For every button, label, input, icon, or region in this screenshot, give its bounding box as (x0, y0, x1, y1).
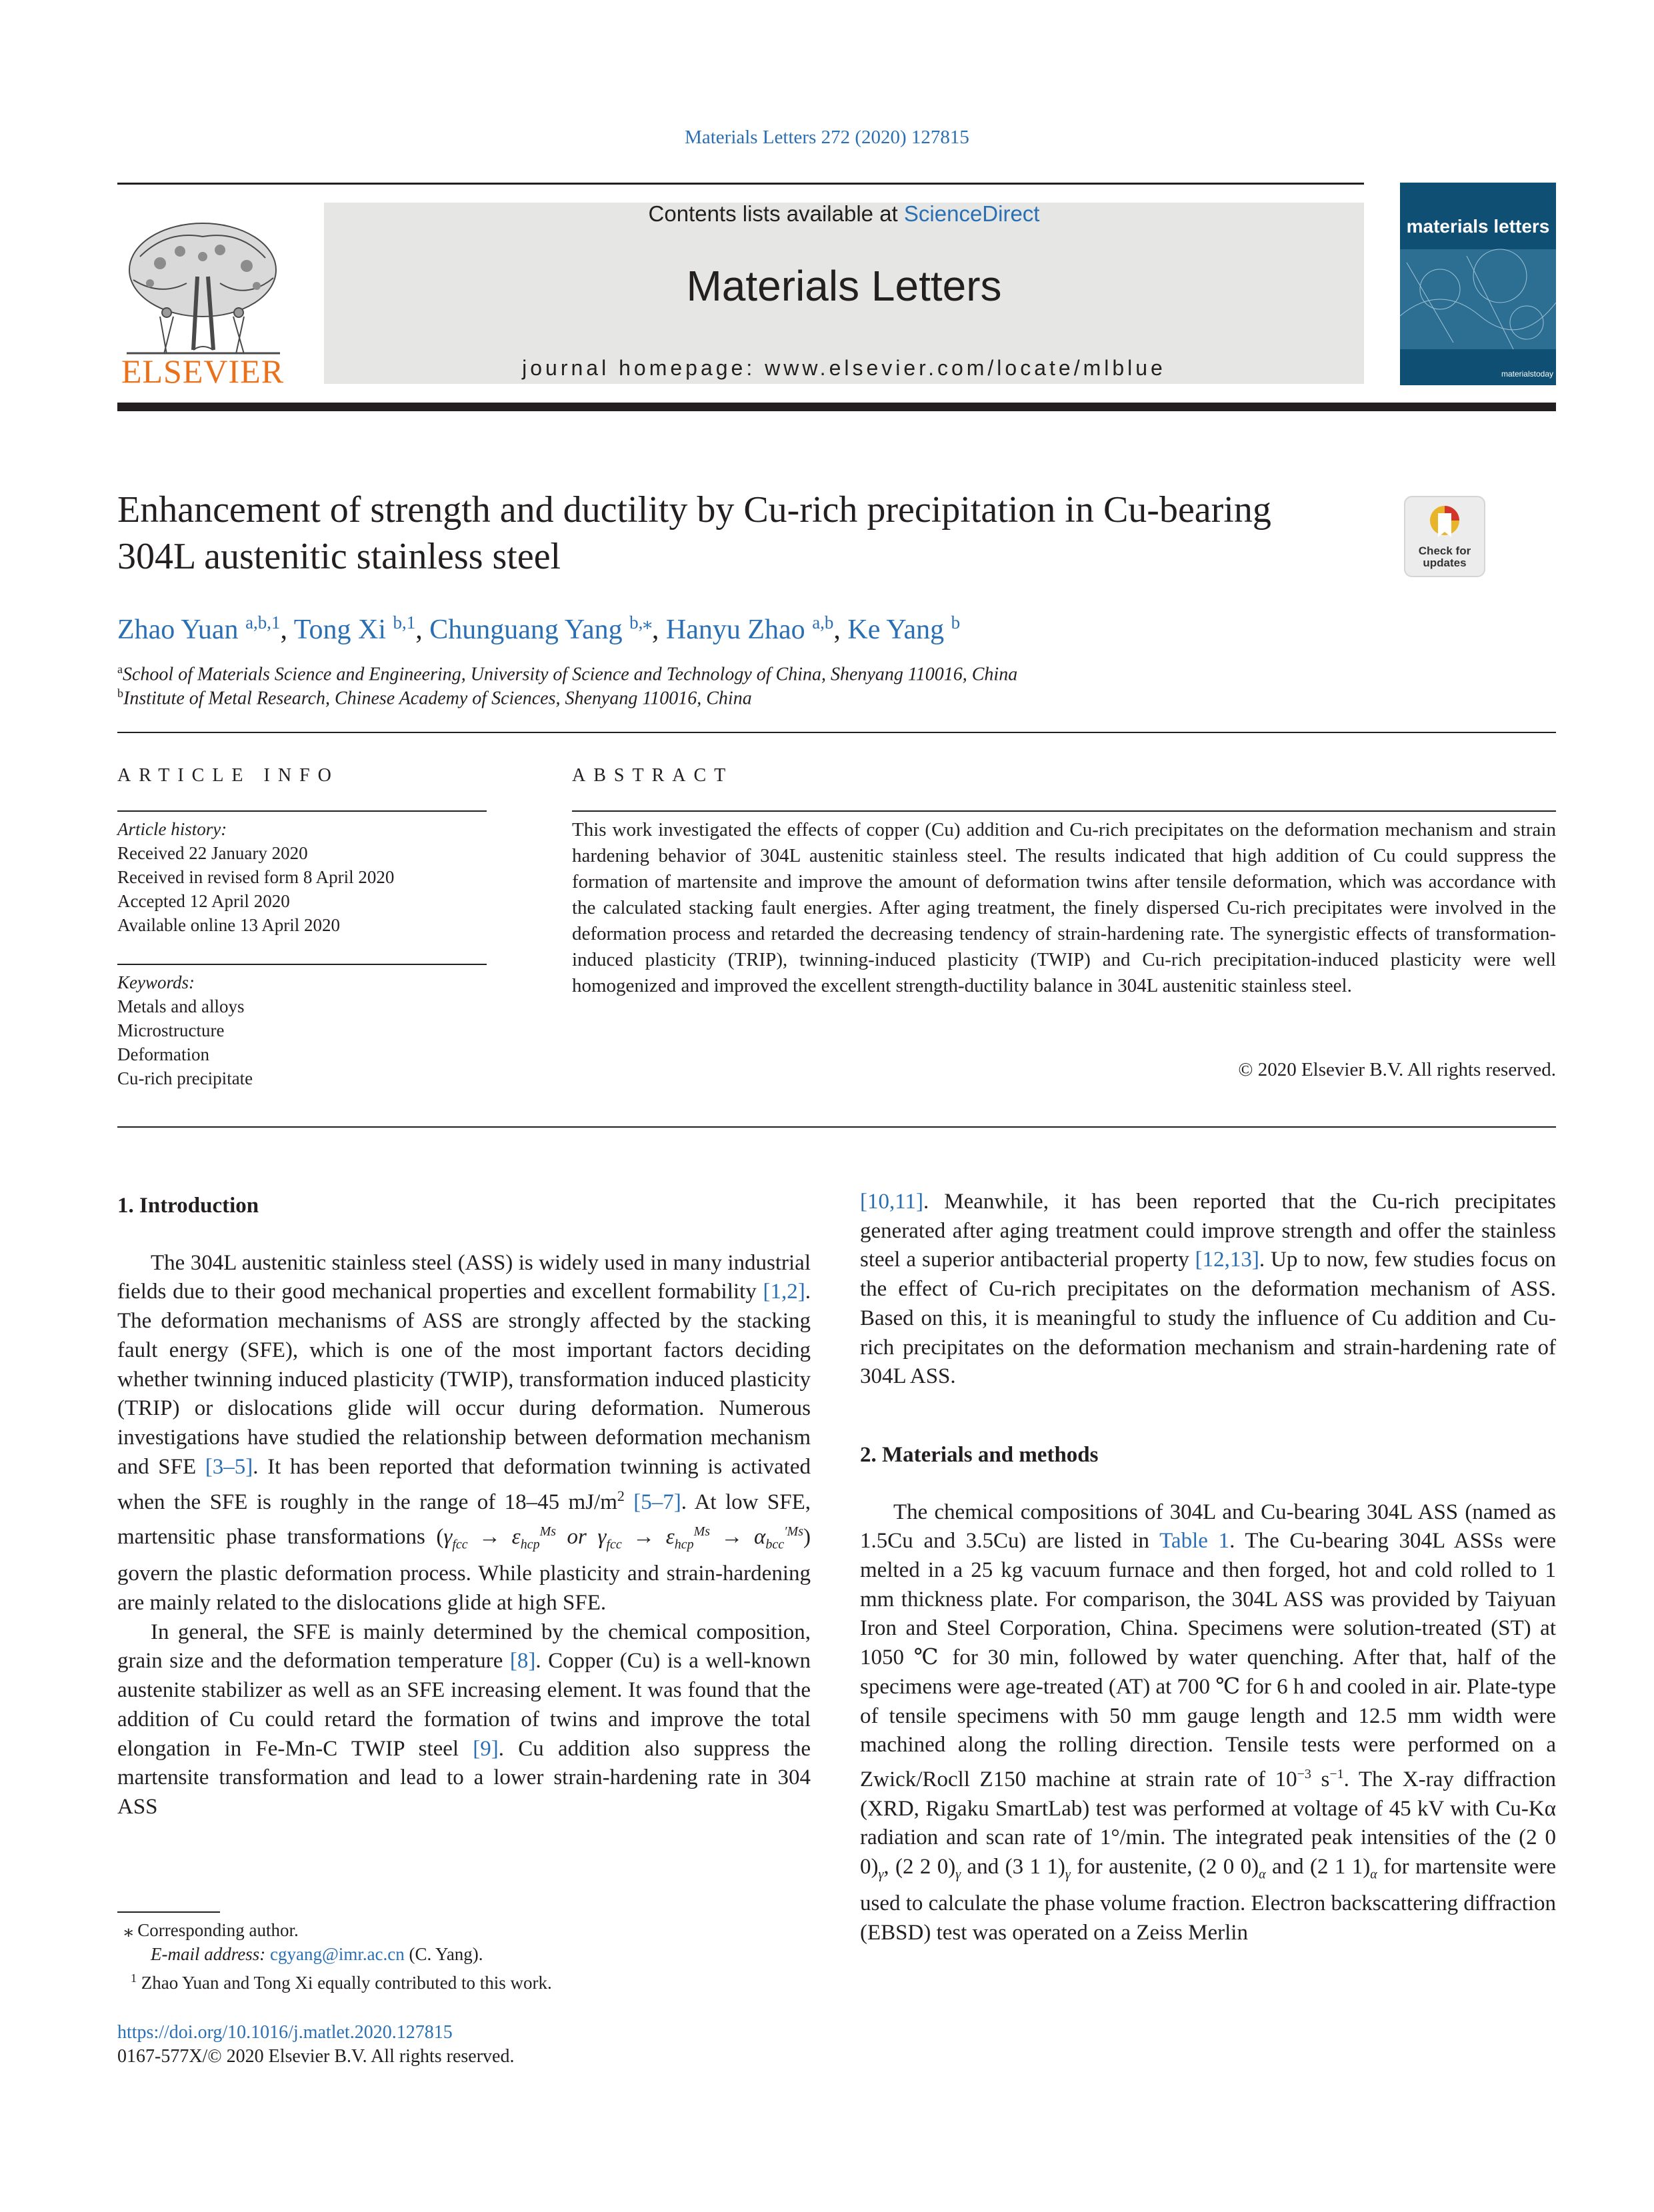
cover-artwork (1400, 183, 1556, 385)
section-spacer (860, 1470, 1556, 1498)
section-spacer (117, 1221, 811, 1249)
author-affiliation-marks[interactable]: a,b (812, 612, 834, 632)
author-affiliation-marks[interactable]: b,⁎ (629, 612, 652, 632)
intro-paragraph-2-continued (860, 1188, 1556, 1392)
affiliation-text: Institute of Metal Research, Chinese Academy of Sciences, Shenyang 110016, China (123, 688, 752, 709)
history-accepted: Accepted 12 April 2020 (117, 891, 290, 911)
affiliation-key: b (117, 686, 123, 700)
paragraph-text: In general, the SFE is mainly determined by the chemical composition, grain size and the deformation temperature (117, 1620, 811, 1673)
paragraph-text: . It has been reported that deformation twinning is activated when the SFE is roughly in the range of 18–45 mJ/m (117, 1454, 811, 1515)
sciencedirect-link[interactable]: ScienceDirect (903, 201, 1040, 226)
phase-subscript: γ (878, 1867, 884, 1882)
paragraph-text: . The deformation mechanisms of ASS are strongly affected by the stacking fault energy (SFE), which is one of the most important factors deciding whether twinning induced plasticity (TWIP), transformation induced plasticity (TRIP) or dislocations glide will occur during deformation. Numerous investigations have studied the relationship between deformation mechanism and SFE (117, 1280, 811, 1479)
corresponding-author-note: ⁎ Corresponding author. (124, 1920, 299, 1940)
paragraph-text: . The Cu-bearing 304L ASSs were melted in a 25 kg vacuum furnace and then forged, hot and cold rolled to 1 mm thickness plate. For comparison, the 304L ASS was provided by Taiyuan Iron and Steel Corporation, China. Specimens were solution-treated (ST) at 1050 ℃ for 30 min, followed by water quenching. After that, half of the specimens were age-treated (AT) at 700 ℃ for 6 h and cooled in air. Plate-type of tensile specimens with 50 mm gauge length and 12.5 mm width were machined along the rolling direction. Tensile tests were performed on a Zwick/Rocll Z150 machine at strain rate of 10 (860, 1529, 1556, 1791)
journal-homepage-link[interactable]: journal homepage: www.elsevier.com/locate/mlblue (522, 356, 1166, 380)
author-name[interactable]: Hanyu Zhao (665, 614, 805, 645)
journal-name: Materials Letters (686, 262, 1002, 310)
paragraph-text: The chemical compositions of 304L and Cu-bearing 304L ASS (named as 1.5Cu and 3.5Cu) are listed in (860, 1500, 1556, 1554)
elsevier-wordmark: ELSEVIER (121, 353, 285, 390)
keyword-item: Deformation (117, 1044, 209, 1064)
body-left-column (117, 1192, 811, 1822)
journal-reference-link[interactable]: Materials Letters 272 (2020) 127815 (685, 127, 969, 148)
contents-prefix: Contents lists available at (648, 201, 904, 226)
paragraph-text: and (3 1 1) (961, 1855, 1065, 1879)
footnote-text: Zhao Yuan and Tong Xi equally contributed to this work. (141, 1973, 552, 1993)
table-link[interactable]: Table 1 (1159, 1529, 1230, 1554)
citation-link[interactable]: [3–5] (205, 1454, 253, 1479)
paragraph-text: . Up to now, few studies focus on the effect of Cu-rich precipitates on the deformation mechanism of ASS. Based on this, it is meaningful to study the influence of Cu addition and Cu-rich precipitates on the deformation mechanism and strain-hardening rate of 304L ASS. (860, 1248, 1556, 1389)
citation-link[interactable]: [8] (509, 1649, 536, 1673)
affiliation-b (117, 681, 1517, 710)
issn-copyright: 0167-577X/© 2020 Elsevier B.V. All rights reserved. (117, 2046, 515, 2067)
section-spacer (860, 1392, 1556, 1441)
keyword-item: Cu-rich precipitate (117, 1068, 253, 1088)
exponent: −3 (1297, 1766, 1311, 1781)
intro-paragraph-1 (117, 1249, 811, 1618)
email-note (117, 1942, 844, 1966)
body-rule (117, 1126, 1556, 1128)
article-info-rule (117, 810, 487, 812)
contents-available-line (324, 201, 1364, 227)
cover-title: materials letters (1406, 216, 1550, 237)
phase-transformation-formula: $\gamma_{fcc} \to \varepsilon_{hcp}^{Ms}$ or $\gamma_{fcc} \to \varepsilon_{hcp}^{Ms} \to \alpha_{bcc}^{'Ms}$ (443, 1524, 803, 1552)
phase-subscript: α (1259, 1867, 1266, 1882)
citation-link[interactable]: [1,2] (763, 1280, 805, 1304)
paragraph-text: for martensite were used to calculate the phase volume fraction. Electron backscattering diffraction (EBSD) test was operated on a Zeiss Merlin (860, 1855, 1556, 1945)
bookmark-icon (1428, 504, 1461, 543)
phase-subscript: γ (1065, 1867, 1071, 1882)
footnote-mark: 1 (131, 1971, 137, 1985)
author-name[interactable]: Tong Xi (293, 614, 387, 645)
header-rule (117, 183, 1364, 185)
citation-link[interactable]: [9] (473, 1736, 499, 1761)
abstract-heading: ABSTRACT (572, 765, 734, 786)
doi-link[interactable]: https://doi.org/10.1016/j.matlet.2020.127815 (117, 2022, 453, 2043)
article-info-heading: ARTICLE INFO (117, 765, 339, 786)
affiliation-rule (117, 732, 1556, 733)
paragraph-text: . Meanwhile, it has been reported that the Cu-rich precipitates generated after aging treatment could improve strength and offer the stainless steel a superior antibacterial property (860, 1190, 1556, 1272)
paragraph-text: for austenite, (2 0 0) (1070, 1855, 1259, 1879)
phase-subscript: γ (955, 1867, 961, 1882)
author-name[interactable]: Chunguang Yang (429, 614, 623, 645)
affiliation-key: a (117, 662, 123, 676)
paragraph-text: . Copper (Cu) is a well-known austenite stabilizer as well as an SFE increasing element. It was found that the addition of Cu could retard the formation of twins and improve the total elongation in Fe-Mn-C TWIP steel (117, 1649, 811, 1761)
article-title: Enhancement of strength and ductility by Cu-rich precipitation in Cu-bearing 304L austenitic stainless steel (117, 489, 1271, 577)
abstract-body: This work investigated the effects of copper (Cu) addition and Cu-rich precipitates on the deformation mechanism and strain hardening behavior of 304L austenitic stainless steel. The results indicated that high addition of Cu could suppress the formation of martensite and improve the amount of deformation twins after tensile deformation, which was accordance with the calculated stacking fault energies. After aging treatment, the finely dispersed Cu-rich precipitates were involved in the deformation process and retarded the decreasing tendency of strain-hardening rate. The synergistic effects of transformation-induced plasticity (TRIP), twinning-induced plasticity (TWIP) and Cu-rich precipitation-induced plasticity were well homogenized and improved the excellent strength-ductility balance in 304L austenitic stainless steel. (572, 819, 1556, 996)
author-affiliation-marks[interactable]: a,b,1 (245, 612, 281, 632)
author-affiliation-marks[interactable]: b,1 (393, 612, 416, 632)
email-label: E-mail address: (151, 1944, 270, 1964)
section-heading-introduction: 1. Introduction (117, 1194, 259, 1218)
check-for-updates-label: Check for updates (1418, 545, 1471, 569)
history-online: Available online 13 April 2020 (117, 915, 340, 935)
history-revised: Received in revised form 8 April 2020 (117, 867, 395, 887)
citation-link[interactable]: [10,11] (860, 1190, 924, 1214)
citation-link[interactable]: [5–7] (633, 1490, 681, 1515)
keywords-rule (117, 964, 487, 965)
keyword-item: Metals and alloys (117, 996, 245, 1016)
paragraph-text: . At low SFE, martensitic phase transformations ( (117, 1490, 811, 1550)
email-suffix: (C. Yang). (404, 1944, 483, 1964)
methods-paragraph-1: The chemical compositions of 304L and Cu-bearing 304L ASS (named as 1.5Cu and 3.5Cu) are listed in Table 1. The Cu-bearing 304L ASSs were melted in a 25 kg vacuum furnace and then forged, hot and cold rolled to 1 mm thickness plate. For comparison, the 304L ASS was provided by Taiyuan Iron and Steel Corporation, China. Specimens were solution-treated (ST) at 1050 ℃ for 30 min, followed by water quenching. After that, half of the specimens were age-treated (AT) at 700 ℃ for 6 h and cooled in air. Plate-type of tensile specimens with 50 mm gauge length and 12.5 mm width were machined along the rolling direction. Tensile tests were performed on a Zwick/Rocll Z150 machine at strain rate of $10^{-3}$ $s^{-1}$. The X-ray diffraction (XRD, Rigaku SmartLab) test was performed at voltage of 45 kV with Cu-Kα radiation and scan rate of 1°/min. The integrated peak intensities of the (2 0 $0)_\gamma$, (2 2 $0)_\gamma$ and (3 1 $1)_\gamma$ for austenite, (2 0 $0)_\alpha$ and (2 1 $1)_\alpha$ for martensite were used to calculate the phase volume fraction. Electron backscattering diffraction (EBSD) test was operated on a Zeiss Merlin (860, 1500, 1556, 1945)
header-thick-rule (117, 403, 1556, 411)
author-name[interactable]: Ke Yang (847, 614, 945, 645)
keywords-label: Keywords: (117, 972, 195, 992)
footnote-rule (117, 1911, 220, 1913)
journal-cover-image (1400, 183, 1556, 385)
history-received: Received 22 January 2020 (117, 843, 308, 863)
history-label: Article history: (117, 819, 227, 839)
intro-paragraph-2 (117, 1618, 811, 1822)
body-right-column (860, 1188, 1556, 1948)
exponent: −1 (1329, 1766, 1344, 1781)
cover-footer: materialstoday (1501, 369, 1553, 379)
paragraph-text: . Cu addition also suppress the martensite transformation and lead to a lower strain-hardening rate in 304 ASS (117, 1736, 811, 1819)
affiliation-text: School of Materials Science and Engineering, University of Science and Technology of China, Shenyang 110016, China (123, 664, 1018, 685)
equal-contribution-note (117, 1966, 824, 1995)
paragraph-text: . The X-ray diffraction (XRD, Rigaku SmartLab) test was performed at voltage of 45 kV with Cu-Kα radiation and scan rate of 1°/min. The integrated peak intensities of the (2 0 0) (860, 1767, 1556, 1879)
citation-link[interactable]: [12,13] (1195, 1248, 1259, 1272)
abstract-rule (572, 810, 1556, 812)
keyword-item: Microstructure (117, 1020, 225, 1040)
paragraph-text: and (2 1 1) (1265, 1855, 1371, 1879)
paragraph-text: ) govern the plastic deformation process. While plasticity and strain-hardening are mainly related to the dislocations glide at high SFE. (117, 1525, 811, 1616)
paragraph-text: The 304L austenitic stainless steel (ASS) is widely used in many industrial fields due to their good mechanical properties and excellent formability (117, 1250, 811, 1304)
superscript-two: 2 (617, 1488, 625, 1505)
author-name[interactable]: Zhao Yuan (117, 614, 239, 645)
abstract-copyright: © 2020 Elsevier B.V. All rights reserved. (1238, 1059, 1556, 1080)
phase-subscript: α (1370, 1867, 1377, 1882)
email-link[interactable]: cgyang@imr.ac.cn (269, 1944, 405, 1964)
section-heading-materials-methods: 2. Materials and methods (860, 1442, 1099, 1467)
check-for-updates-button[interactable] (1404, 496, 1485, 577)
author-affiliation-marks[interactable]: b (951, 612, 961, 632)
author-list: Zhao Yuan $^{a,b,1}$, Tong Xi $^{b,1}$, Chunguang Yang $^{b,⁎}$, Hanyu Zhao $^{a,b}$, Ke Yang $^b$ (117, 612, 961, 645)
